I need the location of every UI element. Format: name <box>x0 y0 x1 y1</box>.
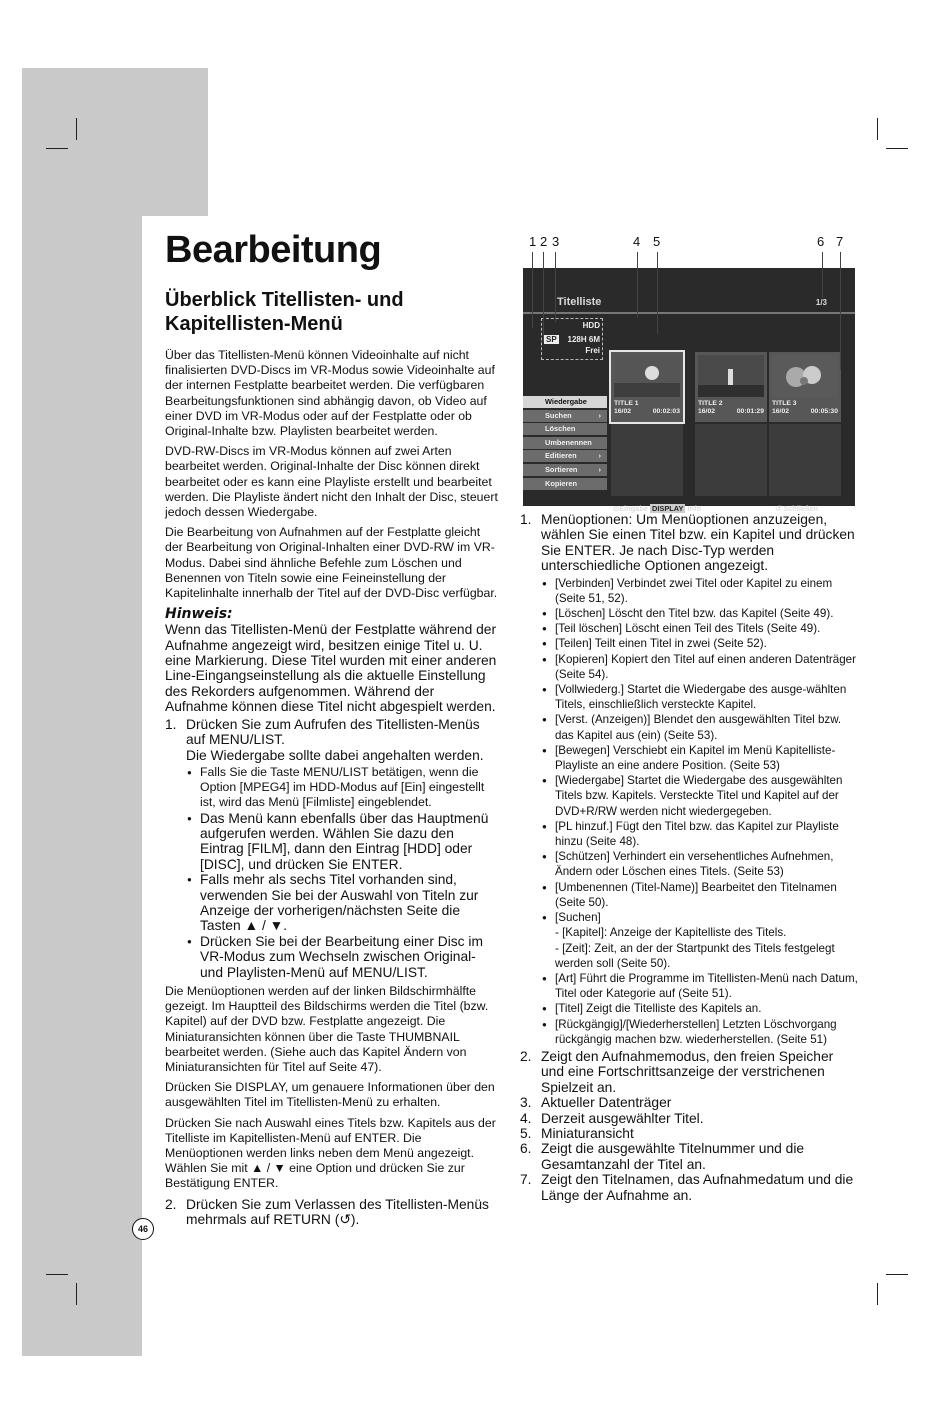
menu-item-sortieren[interactable] <box>523 464 607 476</box>
screen-title-bar <box>523 312 855 314</box>
intro-paragraph-3: Die Bearbeitung von Aufnahmen auf der Festplatte gleicht der Bearbeitung von Original-Inhalten einer DVD-RW im VR-Modus. Dabei sind ähnliche Befehle zum Löschen und Benennen von Titeln sowie eine Feineinstellung der Kapitelinhalte innerhalb der Titel auf der DVD-Disc verfügbar. <box>165 525 498 601</box>
display-paragraph: Drücken Sie DISPLAY, um genauere Informationen über den ausgewählten Titel im Titellisten-Menü zu erhalten. <box>165 1080 495 1110</box>
source-info-box <box>541 318 603 360</box>
thumbnail-date: 16/02 <box>772 408 790 415</box>
crop-mark <box>886 1274 908 1275</box>
step-list-2 <box>165 1197 500 1228</box>
thumbnail-title-2[interactable] <box>695 352 767 422</box>
callout-7: 7 <box>836 234 844 249</box>
screen-menu <box>523 396 607 491</box>
chevron-right-icon: › <box>598 410 601 420</box>
option-item: ● [Titel] Zeigt die Titelliste des Kapitels an. <box>541 1001 860 1016</box>
section-title <box>165 288 500 336</box>
screen-page-counter: 1/3 <box>815 298 827 307</box>
source-label: HDD <box>582 321 600 330</box>
legend-item-3 <box>520 1095 860 1110</box>
legend-text: Miniaturansicht <box>541 1125 634 1141</box>
menu-options-paragraph: Die Menüoptionen werden auf der linken Bildschirmhälfte gezeigt. Im Hauptteil des Bildschirms werden die Titel (bzw. Kapitel) auf der DVD bzw. Festplatte angezeigt. Die Miniaturansichten können über die Taste THUMBNAIL bearbeitet werden. (Siehe auch das Kapitel Ändern von Miniaturansichten für Titel auf Seite 47). <box>165 983 489 1074</box>
callout-3: 3 <box>552 234 560 249</box>
crop-mark <box>877 1283 878 1305</box>
menu-item-umbenennen[interactable]: Umbenennen <box>523 437 607 449</box>
thumbnail-length: 00:01:29 <box>736 408 764 415</box>
lighthouse-image-icon <box>698 355 764 397</box>
free-label: Frei <box>585 346 600 355</box>
step-number: 2. <box>165 1196 177 1212</box>
step-text: Drücken Sie zum Aufrufen des Titellisten-Menüs auf MENU/LIST. <box>186 716 480 748</box>
thumbnail-image <box>772 355 838 397</box>
callout-line-7 <box>840 252 841 370</box>
thumbnail-caption <box>698 400 764 416</box>
thumbnail-date: 16/02 <box>614 408 632 415</box>
empty-slot <box>611 424 683 496</box>
legend-list <box>520 512 860 1203</box>
callout-6: 6 <box>817 234 825 249</box>
legend-number: 3. <box>520 1095 532 1111</box>
crop-mark <box>76 118 77 140</box>
menu-item-label: Sortieren <box>545 464 578 474</box>
chevron-right-icon: › <box>598 451 601 461</box>
thumbnail-image <box>614 355 680 397</box>
crop-mark <box>877 118 878 140</box>
crop-mark <box>46 148 68 149</box>
legend-text: Zeigt den Titelnamen, das Aufnahmedatum und die Länge der Aufnahme an. <box>541 1172 854 1203</box>
legend-item-7 <box>520 1172 860 1203</box>
enter-paragraph: Drücken Sie nach Auswahl eines Titels bzw. Kapitels aus der Titelliste im Kapitellisten-Menü auf ENTER. Die Menüoptionen werden links neben dem Menü angezeigt. Wählen Sie mit ▲ / ▼ eine Option und drücken Sie zur Bestätigung ENTER. <box>165 1115 496 1191</box>
bullet-item: ● Falls Sie die Taste MENU/LIST betätigen, wenn die Option [MPEG4] im HDD-Modus auf [Ein] eingestellt ist, wird das Menü [Filmliste] eingeblendet. <box>186 765 500 811</box>
footer-close-hint: ↺ Schließen <box>775 504 819 513</box>
step-list-1 <box>165 717 500 980</box>
legend-item-1 <box>520 512 860 1047</box>
callout-line-6 <box>822 252 823 298</box>
callout-line-3 <box>555 252 556 322</box>
callout-line-1 <box>532 252 533 328</box>
option-item: ● [Schützen] Verhindert ein versehentliches Aufnehmen, Ändern oder Löschen eines Titels. (Seite 53) <box>541 849 860 879</box>
flower-image-icon <box>772 355 838 397</box>
step-text: Drücken Sie zum Verlassen des Titellisten-Menüs mehrmals auf RETURN (↺). <box>186 1196 489 1228</box>
step-subtext: Die Wiedergabe sollte dabei angehalten werden. <box>186 747 484 763</box>
option-item: ● [PL hinzuf.] Fügt den Titel bzw. das Kapitel zur Playliste hinzu (Seite 48). <box>541 819 860 849</box>
page-number: 46 <box>132 1218 154 1240</box>
menu-item-suchen[interactable] <box>523 410 607 422</box>
chevron-right-icon: › <box>598 464 601 474</box>
callout-line-4 <box>637 252 638 318</box>
footer-enter: ⊙Eingabe <box>613 504 648 513</box>
menu-item-loeschen[interactable]: Löschen <box>523 423 607 435</box>
step-1-bullets <box>186 765 500 980</box>
gray-margin-top <box>22 68 208 216</box>
empty-slot <box>695 424 767 496</box>
callout-line-5 <box>657 252 658 334</box>
thumbnail-date: 16/02 <box>698 408 716 415</box>
menu-item-editieren[interactable] <box>523 450 607 462</box>
thumbnail-image <box>698 355 764 397</box>
legend-number: 1. <box>520 512 532 527</box>
step-2 <box>165 1197 500 1228</box>
bullet-item: ● Drücken Sie bei der Bearbeitung einer Disc im VR-Modus zum Wechseln zwischen Original- und Playlisten-Menü auf MENU/LIST. <box>186 934 500 980</box>
legend-item-2 <box>520 1049 860 1095</box>
thumbnail-length: 00:02:03 <box>652 408 680 415</box>
legend-text: Zeigt den Aufnahmemodus, den freien Speicher und eine Fortschrittsanzeige der verstrichenen Spielzeit an. <box>541 1048 834 1095</box>
option-item: ● [Löschen] Löscht den Titel bzw. das Kapitel (Seite 49). <box>541 606 860 621</box>
left-column <box>165 226 500 1227</box>
footer-info: Info <box>687 504 701 513</box>
option-item: ● [Kopieren] Kopiert den Titel auf einen anderen Datenträger (Seite 54). <box>541 652 860 682</box>
thumbnail-title-name: TITLE 2 <box>698 400 723 407</box>
step-number: 1. <box>165 716 177 732</box>
display-button-badge: DISPLAY <box>652 504 684 513</box>
option-item: ● [Teil löschen] Löscht einen Teil des Titels (Seite 49). <box>541 621 860 636</box>
screen-title: Titelliste <box>557 296 602 308</box>
section-title-line1: Überblick Titellisten- und <box>165 289 404 311</box>
legend-number: 2. <box>520 1048 532 1064</box>
option-item: ● [Verst. (Anzeigen)] Blendet den ausgewählten Titel bzw. das Kapitel aus (ein) (Seite 53). <box>541 712 860 742</box>
option-item: ● [Umbenennen (Titel-Name)] Bearbeitet den Titelnamen (Seite 50). <box>541 880 860 910</box>
menu-options-list <box>541 576 860 1047</box>
mode-badge: SP <box>546 335 557 344</box>
menu-item-label: Editieren <box>545 451 577 461</box>
legend-number: 6. <box>520 1141 532 1157</box>
legend-item-5 <box>520 1126 860 1141</box>
menu-item-label: Suchen <box>545 410 572 420</box>
tv-screen <box>523 268 855 513</box>
thumbnail-title-1[interactable] <box>611 352 683 422</box>
legend-text: Derzeit ausgewählter Titel. <box>541 1110 704 1126</box>
callout-4: 4 <box>633 234 641 249</box>
legend-item-4 <box>520 1111 860 1126</box>
right-column <box>520 512 860 1203</box>
legend-text: Aktueller Datenträger <box>541 1095 672 1111</box>
thumbnail-title-name: TITLE 1 <box>614 400 639 407</box>
option-item: ● [Rückgängig]/[Wiederherstellen] Letzten Löschvorgang rückgängig machen bzw. wiederherstellen. (Seite 51) <box>541 1017 860 1047</box>
callout-2: 2 <box>540 234 548 249</box>
crop-mark <box>76 1283 77 1305</box>
step-1 <box>165 717 500 980</box>
bullet-item: ● Falls mehr als sechs Titel vorhanden sind, verwenden Sie bei der Auswahl von Titeln zur Anzeige der vorherigen/nächsten Seite die Tasten ▲ / ▼. <box>186 872 500 934</box>
title-list-screen-illustration <box>523 234 855 513</box>
option-item: ● [Art] Führt die Programme im Titellisten-Menü nach Datum, Titel oder Kategorie auf (Seite 51). <box>541 971 860 1001</box>
intro-paragraph-2: DVD-RW-Discs im VR-Modus können auf zwei Arten bearbeitet werden. Original-Inhalte der Disc können direkt bearbeitet oder es kann eine Playliste erstellt und bearbeitet werden. Die Playliste ändert nicht den Inhalt der Disc, steuert jedoch dessen Wiedergabe. <box>165 444 498 520</box>
crop-mark <box>46 1274 68 1275</box>
option-item: ● [Bewegen] Verschiebt ein Kapitel im Menü Kapitelliste-Playliste an eine andere Position. (Seite 53) <box>541 743 860 773</box>
option-label: [Suchen] <box>555 911 601 925</box>
legend-text: Zeigt die ausgewählte Titelnummer und die Gesamtanzahl der Titel an. <box>541 1141 805 1172</box>
legend-number: 5. <box>520 1125 532 1141</box>
legend-number: 7. <box>520 1172 532 1188</box>
legend-text: Menüoptionen: Um Menüoptionen anzuzeigen, wählen Sie einen Titel bzw. ein Kapitel und drücken Sie ENTER. Je nach Disc-Typ werden unterschiedliche Optionen angezeigt. <box>541 512 855 574</box>
thumbnail-title-3[interactable] <box>769 352 841 422</box>
menu-item-kopieren[interactable]: Kopieren <box>523 478 607 490</box>
option-item: ● [Vollwiederg.] Startet die Wiedergabe des ausge-wählten Titels, einschließlich versteckte Kapitel. <box>541 682 860 712</box>
thumbnail-length: 00:05:30 <box>810 408 838 415</box>
callout-5: 5 <box>653 234 661 249</box>
option-item: ● [Verbinden] Verbindet zwei Titel oder Kapitel zu einem (Seite 51, 52). <box>541 576 860 606</box>
thumbnail-caption <box>772 400 838 416</box>
note-label: Hinweis: <box>165 606 233 623</box>
section-title-line2: Kapitellisten-Menü <box>165 313 343 335</box>
bullet-item: ● Das Menü kann ebenfalls über das Hauptmenü aufgerufen werden. Wählen Sie dazu den Eintrag [FILM], dann den Eintrag [HDD] oder [DISC], und drücken Sie ENTER. <box>186 811 500 873</box>
suchen-zeit: - [Zeit]: Zeit, an der der Startpunkt des Titels festgelegt werden soll (Seite 50). <box>555 941 835 970</box>
legend-number: 4. <box>520 1110 532 1126</box>
thumbnail-title-name: TITLE 3 <box>772 400 797 407</box>
option-item: ● [Wiedergabe] Startet die Wiedergabe des ausgewählten Titels bzw. Kapitels. Versteckte Titel und Kapitel auf der DVD+R/RW werden nicht wiedergegeben. <box>541 773 860 819</box>
callout-line-2 <box>543 252 544 342</box>
option-item: ● [Teilen] Teilt einen Titel in zwei (Seite 52). <box>541 636 860 651</box>
page-title: Bearbeitung <box>165 229 382 271</box>
menu-item-wiedergabe[interactable]: Wiedergabe <box>523 396 607 408</box>
gray-margin-left <box>22 214 142 1356</box>
free-time: 128H 6M <box>567 335 600 344</box>
suchen-kapitel: - [Kapitel]: Anzeige der Kapitelliste des Titels. <box>555 926 787 940</box>
thumbnail-grid <box>609 352 855 492</box>
callout-1: 1 <box>529 234 537 249</box>
crop-mark <box>886 148 908 149</box>
empty-slot <box>769 424 841 496</box>
sunset-image-icon <box>614 355 680 397</box>
intro-paragraph-1: Über das Titellisten-Menü können Videoinhalte auf nicht finalisierten DVD-Discs im VR-Modus sowie Videoinhalte auf der internen Festplatte bearbeitet werden. Die verfügbaren Bearbeitungsfunktionen sind abhängig davon, ob Video auf einer DVD im VR-Modus oder auf der Festplatte oder ob Original-Inhalte bzw. Playlisten bearbeitet werden. <box>165 348 495 439</box>
legend-item-6 <box>520 1141 860 1172</box>
note-text: Wenn das Titellisten-Menü der Festplatte während der Aufnahme angezeigt wird, besitzen einige Titel u. U. eine Markierung. Diese Titel wurden mit einer anderen Line-Eingangseinstellung als die aktuelle Einstellung des Rekorders aufgenommen. Während der Aufnahme können diese Titel nicht abgespielt werden. <box>165 622 497 715</box>
thumbnail-caption <box>614 400 680 416</box>
option-item-suchen <box>541 910 860 971</box>
